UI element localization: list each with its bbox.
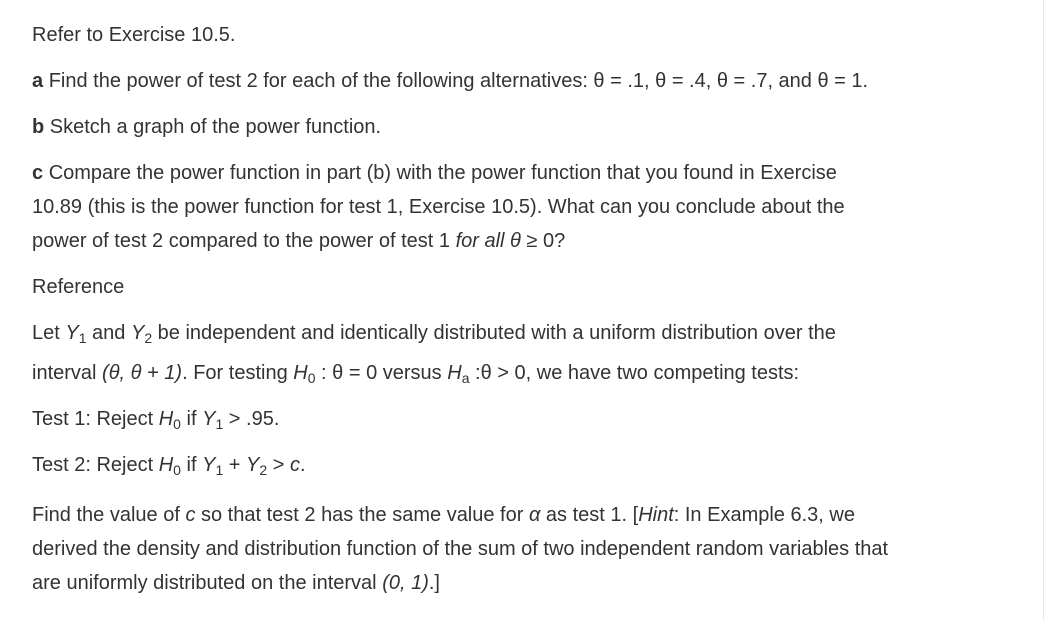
test2-prefix: Test 2: Reject (32, 454, 159, 476)
right-border (1043, 0, 1044, 620)
find-c: c (185, 504, 196, 526)
part-c-text-3: power of test 2 compared to the power of test 1 (32, 230, 456, 252)
find-alpha: α (528, 504, 541, 526)
test1-h: H (158, 408, 174, 430)
find-paragraph (32, 498, 1007, 600)
part-c-text-2: 10.89 (this is the power function for test 1, Exercise 10.5). What can you conclude about the (32, 196, 845, 218)
exercise-content (32, 18, 1007, 600)
reference-line-2 (32, 356, 1007, 390)
reference-line-1 (32, 316, 1007, 350)
find-text-3b: .] (428, 572, 440, 594)
test2-sub1: 1 (215, 462, 224, 478)
find-text-1a: Find the value of (32, 504, 186, 526)
find-text-1b: so that test 2 has the same value for (195, 504, 529, 526)
find-line-3 (32, 566, 1007, 600)
reference-heading-text: Reference (32, 276, 125, 298)
reference-paragraph (32, 316, 1007, 390)
ref-h0: H (293, 362, 308, 384)
ref-text-2a: interval (32, 362, 103, 384)
test1-mid: if (180, 408, 203, 430)
ref-ha: H (447, 362, 462, 384)
part-b-text: Sketch a graph of the power function. (49, 116, 382, 138)
part-a-letter: a (32, 70, 44, 92)
test2-sub2: 2 (259, 462, 268, 478)
ref-y-2: Y (130, 322, 145, 344)
test-2 (32, 448, 1007, 482)
ref-text-1b: and (86, 322, 131, 344)
part-c-letter: c (32, 162, 44, 184)
part-c-line-2 (32, 190, 1007, 224)
test1-prefix: Test 1: Reject (32, 408, 159, 430)
part-c-text-1: Compare the power function in part (b) with the power function that you found in Exercise (48, 162, 837, 184)
test2-mid: if (180, 454, 203, 476)
test2-h: H (158, 454, 174, 476)
find-text-3a: are uniformly distributed on the interval (32, 572, 383, 594)
test1-sub0: 0 (173, 416, 181, 432)
find-line-1 (32, 498, 1007, 532)
ref-text-1c: be independent and identically distributed with a uniform distribution over the (152, 322, 836, 344)
part-c-line-3 (32, 224, 1007, 258)
find-hint: Hint (638, 504, 674, 526)
test2-y1: Y (202, 454, 216, 476)
test2-gt: > (267, 454, 290, 476)
find-line-2 (32, 532, 1007, 566)
test2-c: c (289, 454, 300, 476)
part-c (32, 156, 1007, 258)
intro-line (32, 18, 1007, 52)
test1-y: Y (202, 408, 216, 430)
ref-sub-a: a (461, 370, 470, 386)
ref-sub-2: 2 (144, 330, 153, 346)
part-c-italic: for all θ (455, 230, 521, 252)
find-interval: (0, 1) (382, 572, 429, 594)
part-b-letter: b (32, 116, 45, 138)
part-c-line-1 (32, 156, 1007, 190)
part-a (32, 64, 1007, 98)
ref-text-2b: . For testing (182, 362, 294, 384)
ref-sub-1: 1 (78, 330, 87, 346)
part-b (32, 110, 1007, 144)
find-text-1d: : In Example 6.3, we (673, 504, 855, 526)
test2-end: . (299, 454, 306, 476)
ref-y-1: Y (65, 322, 79, 344)
test2-plus: + (223, 454, 247, 476)
test2-sub0: 0 (173, 462, 181, 478)
test1-end: > .95. (223, 408, 280, 430)
intro-text: Refer to Exercise 10.5. (32, 24, 236, 46)
ref-text-2d: :θ > 0, we have two competing tests: (469, 362, 800, 384)
test2-y2: Y (246, 454, 260, 476)
part-c-text-3-end: ≥ 0? (520, 230, 566, 252)
ref-text-2c: : θ = 0 versus (315, 362, 448, 384)
ref-interval: (θ, θ + 1) (102, 362, 183, 384)
reference-heading (32, 270, 1007, 304)
find-text-2: derived the density and distribution function of the sum of two independent random variables that (32, 538, 889, 560)
ref-sub-0: 0 (307, 370, 316, 386)
test1-sub1: 1 (215, 416, 224, 432)
part-a-text: Find the power of test 2 for each of the following alternatives: θ = .1, θ = .4, θ = .7, and θ = 1. (48, 70, 869, 92)
test-1 (32, 402, 1007, 436)
ref-text-1a: Let (32, 322, 66, 344)
find-text-1c: as test 1. [ (540, 504, 639, 526)
